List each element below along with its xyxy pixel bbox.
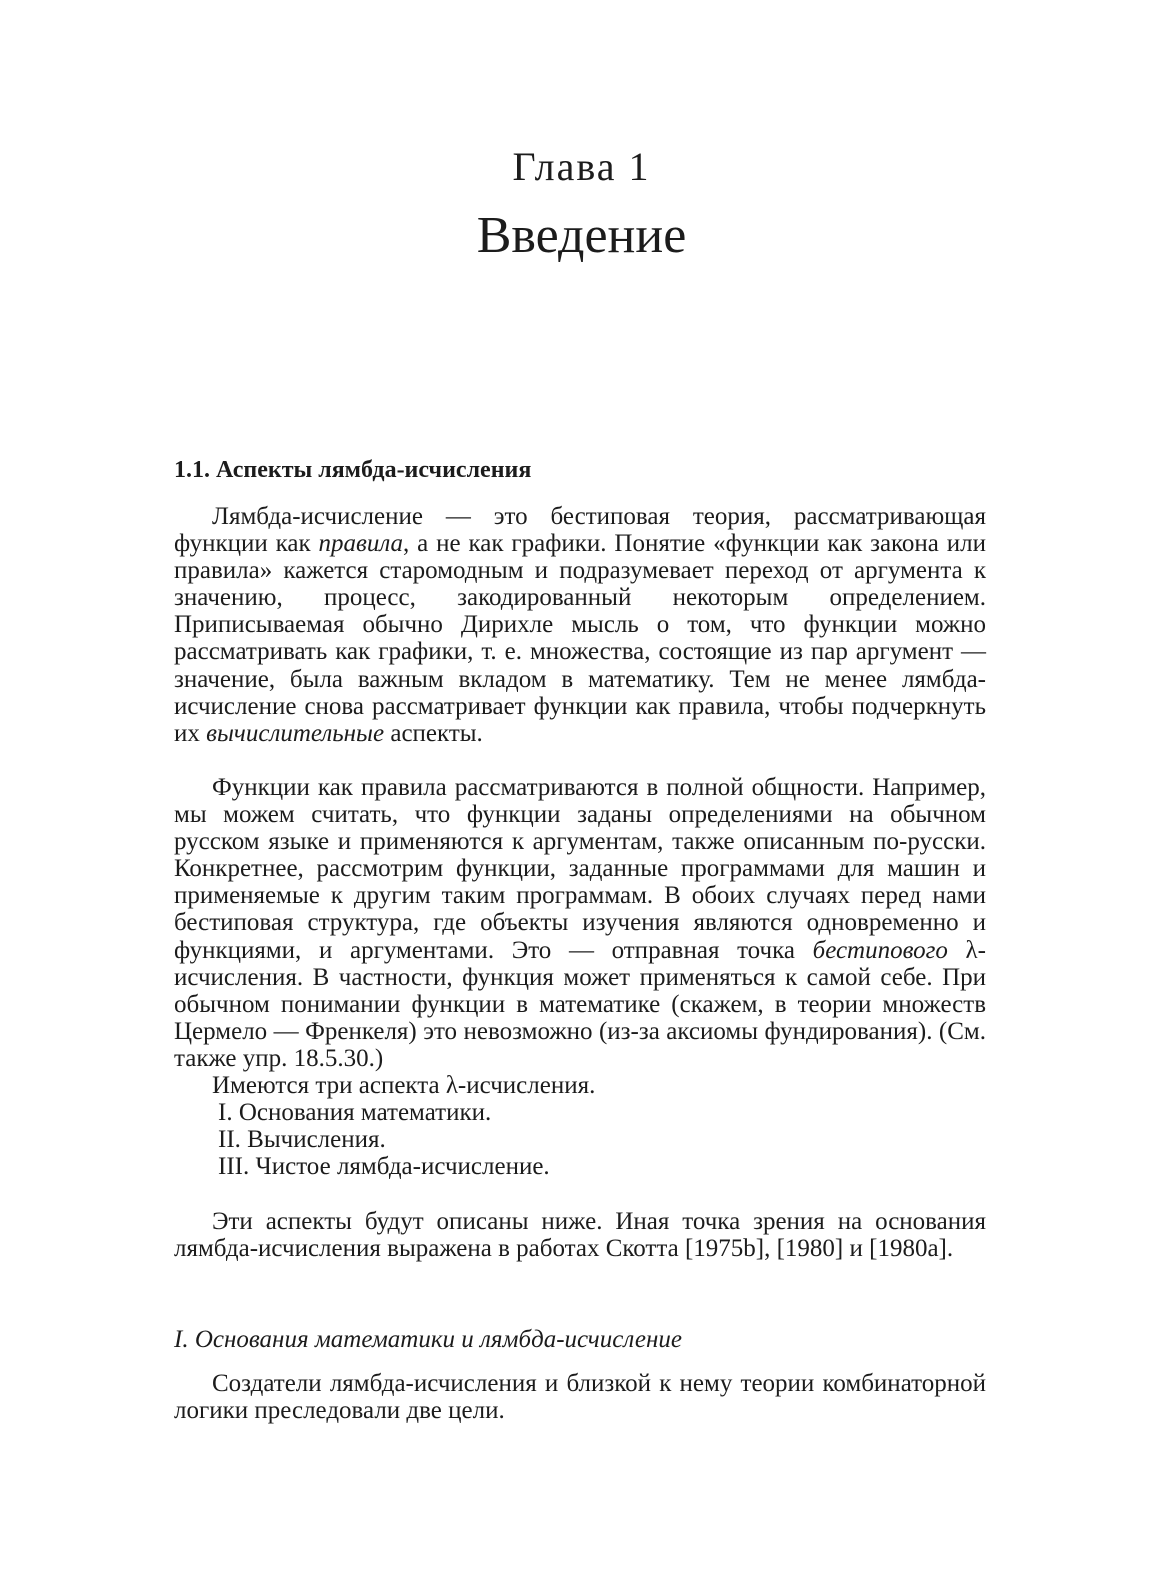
- paragraph-2-text-b: λ-исчисления. В частности, функция может применяться к самой себе. При обычном понимании функции в математике (скажем, в теории множеств Цермело — Френкеля) это невозможно (из-за аксиомы фундирования). (См. также упр. 18.5.30.): [174, 936, 986, 1072]
- paragraph-3-text: Эти аспекты будут описаны ниже. Иная точка зрения на основания лямбда-исчисления выражена в работах Скотта [1975b], [1980] и [1980a].: [174, 1208, 986, 1263]
- paragraph-3: [174, 1208, 986, 1262]
- paragraph-1-text-a: Лямбда-исчисление — это бестиповая теория, рассматривающая функции как: [174, 503, 986, 558]
- section-number: 1.1.: [174, 457, 210, 483]
- section-title: Аспекты лямбда-исчисления: [216, 457, 532, 483]
- paragraph-1-text-c: аспекты.: [384, 719, 483, 747]
- aspect-item-2: II. Вычисления.: [218, 1126, 386, 1154]
- paragraph-2-text-a: Функции как правила рассматриваются в полной общности. Например, мы можем считать, что функции заданы определениями на обычном русском языке и применяются к аргументам, также описанным по-русски. Конкретнее, рассмотрим функции, заданные программами для машин и применяемые к другим таким программам. В обоих случаях перед нами бестиповая структура, где объекты изучения являются одновременно и функциями, и аргументами. Это — отправная точка: [174, 774, 986, 964]
- paragraph-1-text-b: , а не как графики. Понятие «функции как закона или правила» кажется старомодным и подразумевает переход от аргумента к значению, процесс, закодированный некоторым определением. Приписываемая обычно Дирихле мысль о том, что функции можно рассматривать как графики, т. е. множества, состоящие из пар аргумент — значение, была важным вкладом в математику. Тем не менее лямбда-исчисление снова рассматривает функции как правила, чтобы подчеркнуть их: [174, 530, 987, 747]
- paragraph-2-emphasis: бестипового: [812, 936, 948, 964]
- chapter-title: Введение: [476, 207, 687, 264]
- paragraph-2: [174, 774, 986, 1180]
- aspect-item-1: I. Основания математики.: [218, 1099, 492, 1127]
- aspect-item-3: III. Чистое лямбда-исчисление.: [218, 1153, 550, 1181]
- aspects-intro: Имеются три аспекта λ-исчисления.: [212, 1072, 596, 1100]
- paragraph-4: [174, 1370, 986, 1424]
- paragraph-1-emphasis-a: правила: [318, 530, 404, 558]
- paragraph-1: [174, 503, 986, 747]
- section-heading: [174, 455, 531, 485]
- paragraph-1-emphasis-b: вычислительные: [206, 719, 385, 747]
- chapter-label: Глава 1: [512, 144, 651, 189]
- subsection-heading: I. Основания математики и лямбда-исчисление: [174, 1326, 682, 1353]
- paragraph-4-text: Создатели лямбда-исчисления и близкой к нему теории комбинаторной логики преследовали две цели.: [174, 1370, 986, 1425]
